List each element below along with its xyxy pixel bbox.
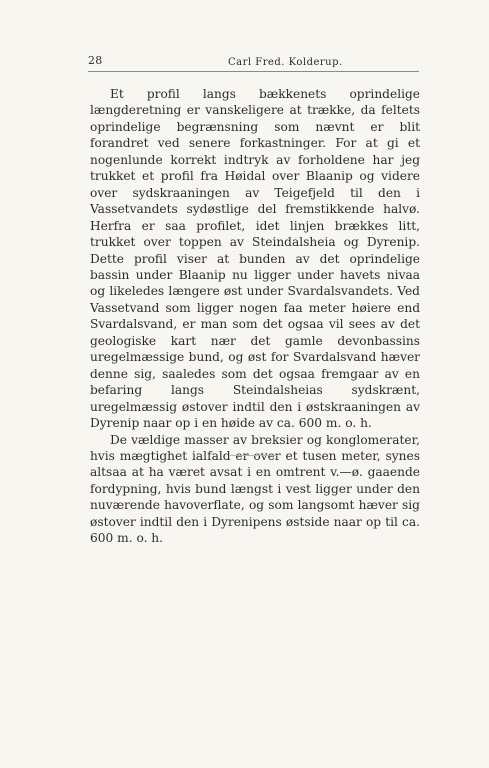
paragraph: Et profil langs bækkenets oprindelige længderetning er vanskeligere at trække, da feltets oprindelige begrænsning som nævnt er blit forandret ved senere forkastninger. For at gi et nogenlunde korrekt indtryk av forholdene har jeg trukket et profil fra Høidal over Blaanip og videre over sydskraaningen av Teigefjeld til den i Vassetvandets sydøstlige del fremstikkende halvø. Herfra er saa profilet, idet linjen brækkes litt, trukket over toppen av Steindalsheia og Dyrenip. Dette profil viser at bunden av det oprindelige bassin under Blaanip nu ligger under havets nivaa og likeledes længere øst under Svardalsvandets. Ved Vassetvand som ligger nogen faa meter høiere end Svardalsvand, er man som det ogsaa vil sees av det geologiske kart nær det gamle devonbassins uregelmæssige bund, og øst for Svardalsvand hæver denne sig, saaledes som det ogsaa fremgaar av en befaring langs Steindalsheias sydskrænt, uregelmæssig østover indtil den i østskraaningen av Dyrenip naar op i en høide av ca. 600 m. o. h. xyxy=(90,87,420,431)
paragraph: De vældige masser av breksier og konglomerater, hvis mægtighet ialfald er over et tusen meter, synes altsaa at ha været avsat i en omtrent v.—ø. gaaende fordypning, hvis bund længst i vest ligger under den nuværende havoverflate, og som langsomt hæver sig østover indtil den i Dyrenipens østside naar op til ca. 600 m. o. h. xyxy=(90,432,420,546)
body-text xyxy=(90,86,420,547)
section-divider xyxy=(230,455,278,456)
page-header xyxy=(88,54,419,72)
running-head: Carl Fred. Kolderup. xyxy=(228,57,343,68)
page-number: 28 xyxy=(88,54,103,67)
